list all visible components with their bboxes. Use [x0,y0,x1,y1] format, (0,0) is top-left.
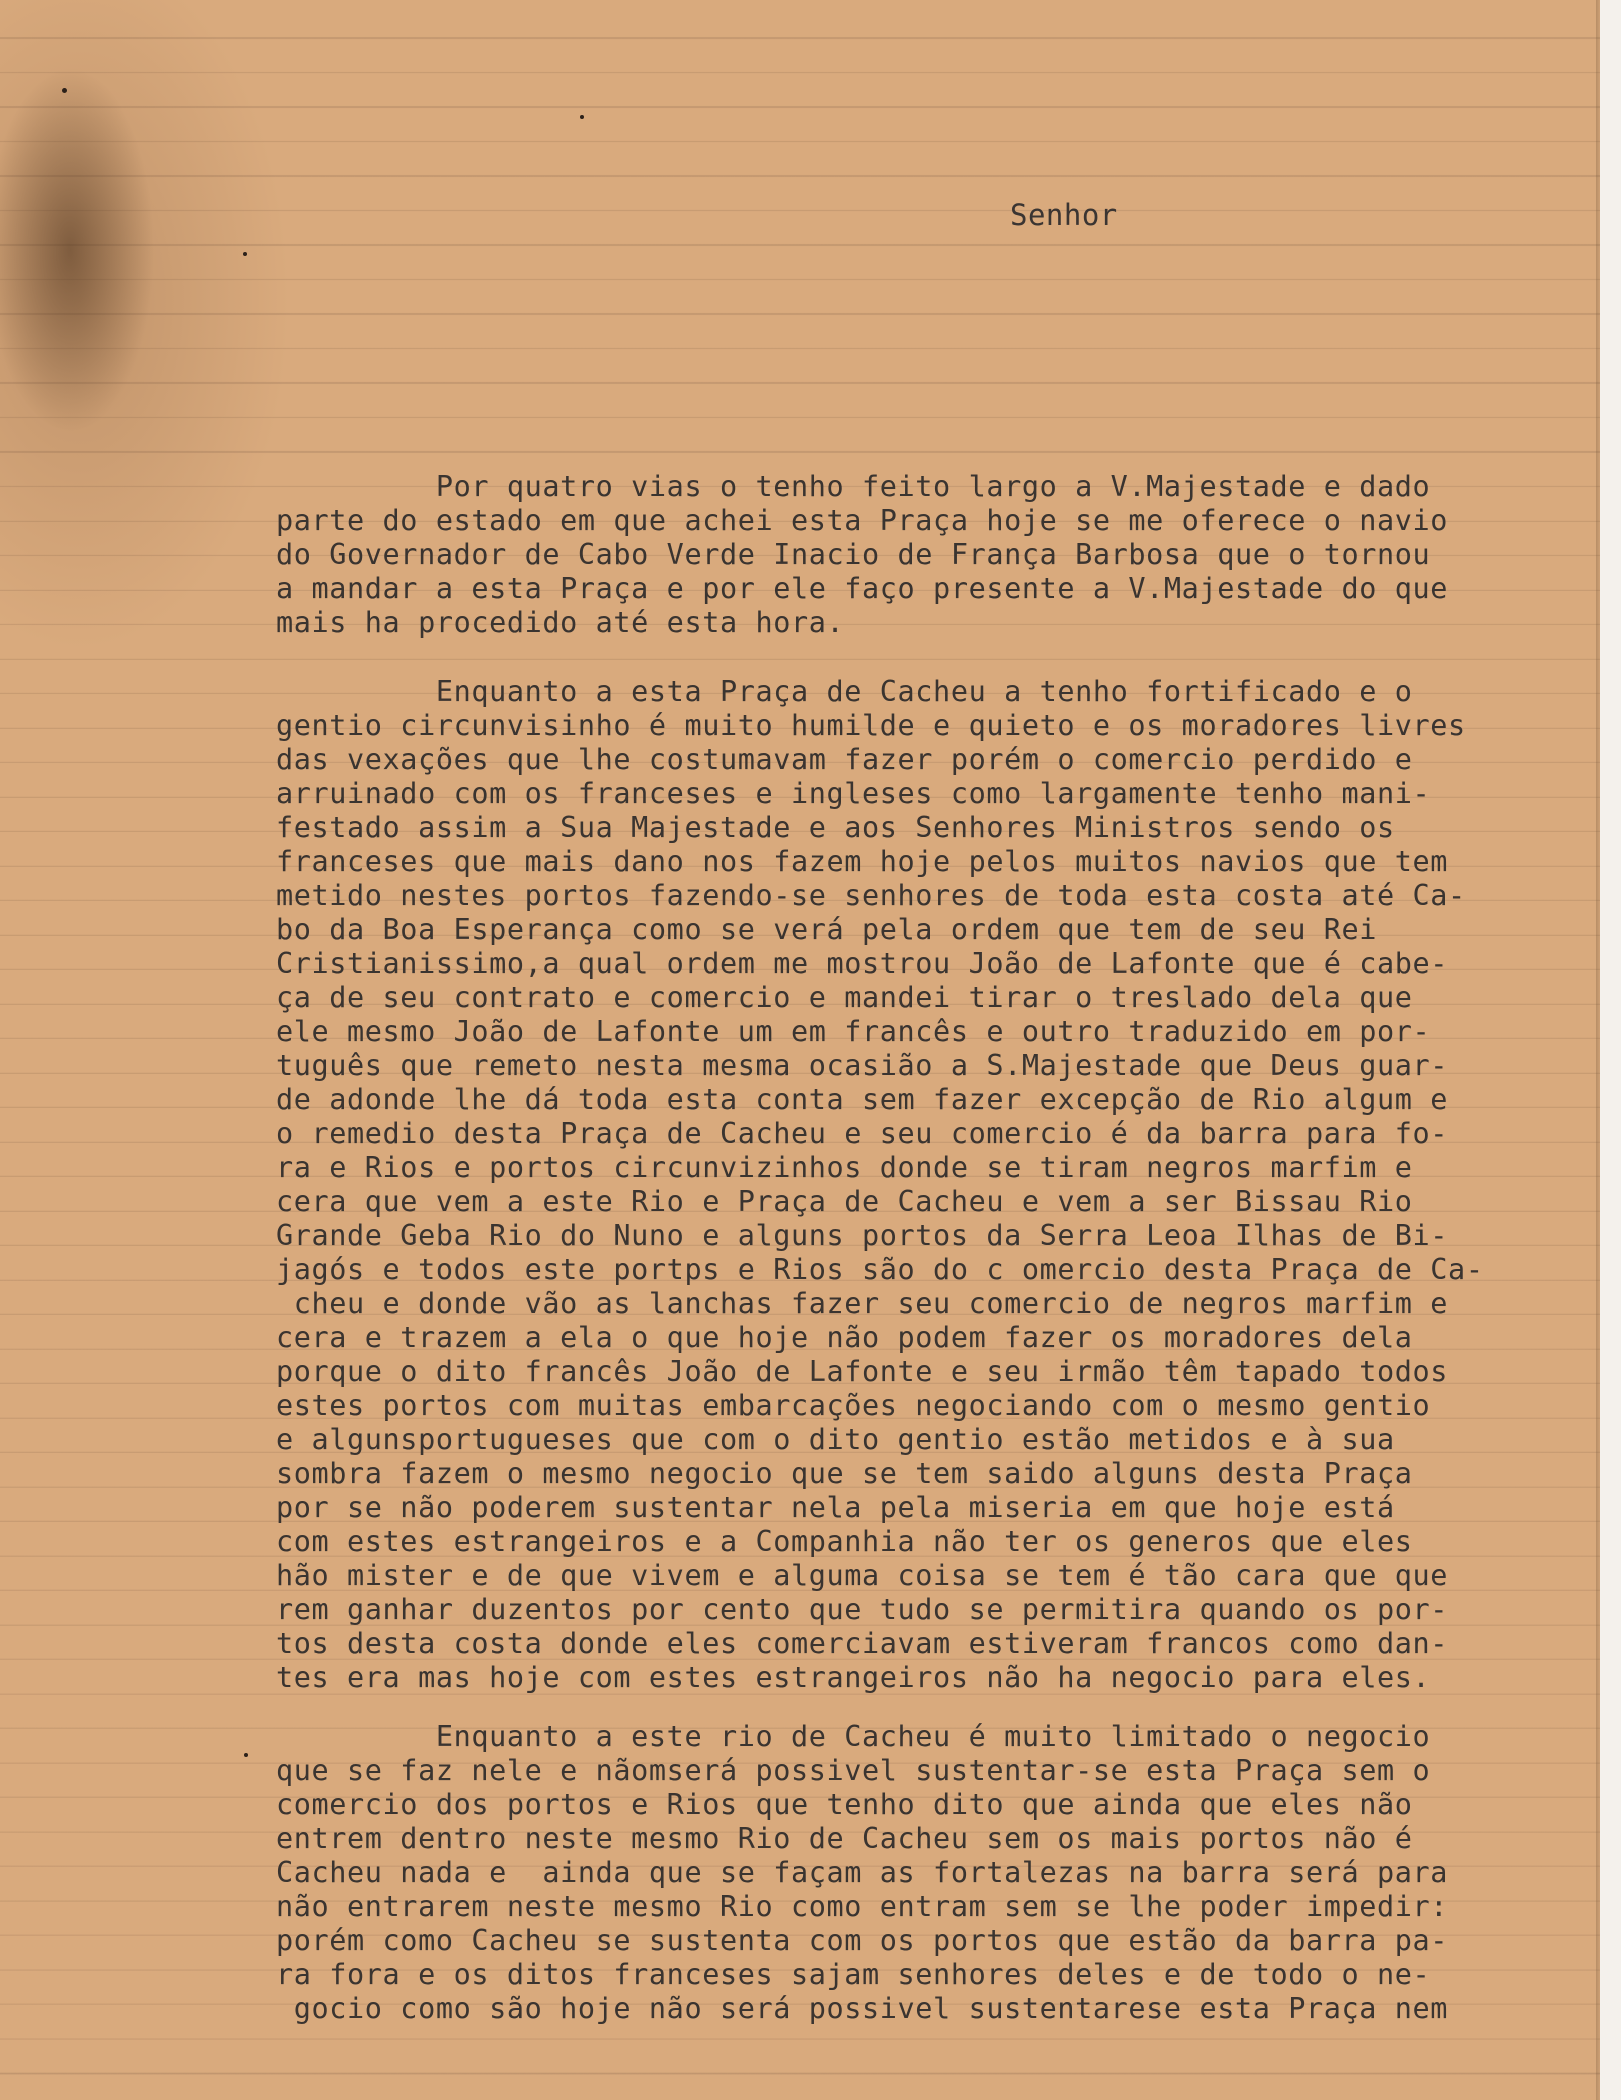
text-line: arruinado com os franceses e ingleses como largamente tenho mani- [276,777,1431,810]
text-line: entrem dentro neste mesmo Rio de Cacheu sem os mais portos não é [276,1822,1413,1855]
text-line: não entrarem neste mesmo Rio como entram sem se lhe poder impedir: [276,1890,1449,1923]
text-line: comercio dos portos e Rios que tenho dito que ainda que eles não [276,1788,1413,1821]
salutation: Senhor [1010,198,1118,232]
text-line: o remedio desta Praça de Cacheu e seu comercio é da barra para fo- [276,1117,1449,1150]
text-line: com estes estrangeiros e a Companhia não ter os generos que eles [276,1525,1413,1558]
paragraph-3 [276,1720,1598,2026]
text-line: Enquanto a este rio de Cacheu é muito limitado o negocio [276,1720,1431,1753]
text-line: de adonde lhe dá toda esta conta sem fazer excepção de Rio algum e [276,1083,1449,1116]
text-line: Cristianissimo,a qual ordem me mostrou João de Lafonte que é cabe- [276,947,1449,980]
text-line: porém como Cacheu se sustenta com os portos que estão da barra pa- [276,1924,1449,1957]
text-line: festado assim a Sua Majestade e aos Senhores Ministros sendo os [276,811,1395,844]
ink-speck [243,252,247,256]
paragraph-1 [276,470,1598,640]
text-line: jagós e todos este portps e Rios são do c omercio desta Praça de Ca- [276,1253,1484,1286]
text-line: parte do estado em que achei esta Praça hoje se me oferece o navio [276,504,1449,537]
text-line: que se faz nele e nãomserá possivel sustentar-se esta Praça sem o [276,1754,1431,1787]
text-line: rem ganhar duzentos por cento que tudo se permitira quando os por- [276,1593,1449,1626]
ink-speck [62,88,67,93]
text-line: cera e trazem a ela o que hoje não podem fazer os moradores dela [276,1321,1413,1354]
text-line: sombra fazem o mesmo negocio que se tem saido alguns desta Praça [276,1457,1413,1490]
ink-speck [244,1753,248,1757]
text-line: gentio circunvisinho é muito humilde e quieto e os moradores livres [276,709,1466,742]
text-line: Cacheu nada e ainda que se façam as fortalezas na barra será para [276,1856,1449,1889]
text-line: ra e Rios e portos circunvizinhos donde se tiram negros marfim e [276,1151,1413,1184]
text-line: das vexações que lhe costumavam fazer porém o comercio perdido e [276,743,1413,776]
text-line: bo da Boa Esperança como se verá pela ordem que tem de seu Rei [276,913,1378,946]
text-line: tos desta costa donde eles comerciavam estiveram francos como dan- [276,1627,1449,1660]
text-line: gocio como são hoje não será possivel sustentarese esta Praça nem [276,1992,1449,2025]
text-line: Grande Geba Rio do Nuno e alguns portos da Serra Leoa Ilhas de Bi- [276,1219,1449,1252]
text-line: ra fora e os ditos franceses sajam senhores deles e de todo o ne- [276,1958,1431,1991]
text-line: tes era mas hoje com estes estrangeiros não ha negocio para eles. [276,1661,1431,1694]
ink-speck [580,115,584,119]
text-line: ça de seu contrato e comercio e mandei tirar o treslado dela que [276,981,1413,1014]
text-line: mais ha procedido até esta hora. [276,606,845,639]
text-line: porque o dito francês João de Lafonte e seu irmão têm tapado todos [276,1355,1449,1388]
text-line: por se não poderem sustentar nela pela miseria em que hoje está [276,1491,1395,1524]
paragraph-2 [276,675,1598,1695]
text-line: Enquanto a esta Praça de Cacheu a tenho fortificado e o [276,675,1413,708]
text-line: ele mesmo João de Lafonte um em francês e outro traduzido em por- [276,1015,1431,1048]
text-line: Por quatro vias o tenho feito largo a V.Majestade e dado [276,470,1431,503]
text-line: franceses que mais dano nos fazem hoje pelos muitos navios que tem [276,845,1449,878]
text-line: tuguês que remeto nesta mesma ocasião a S.Majestade que Deus guar- [276,1049,1449,1082]
page-edge [1600,0,1621,2100]
text-line: a mandar a esta Praça e por ele faço presente a V.Majestade do que [276,572,1449,605]
text-line: metido nestes portos fazendo-se senhores de toda esta costa até Ca- [276,879,1466,912]
text-line: do Governador de Cabo Verde Inacio de França Barbosa que o tornou [276,538,1431,571]
text-line: cera que vem a este Rio e Praça de Cacheu e vem a ser Bissau Rio [276,1185,1413,1218]
text-line: estes portos com muitas embarcações negociando com o mesmo gentio [276,1389,1431,1422]
text-line: cheu e donde vão as lanchas fazer seu comercio de negros marfim e [276,1287,1449,1320]
text-line: hão mister e de que vivem e alguma coisa se tem é tão cara que que [276,1559,1449,1592]
text-line: e algunsportugueses que com o dito gentio estão metidos e à sua [276,1423,1395,1456]
